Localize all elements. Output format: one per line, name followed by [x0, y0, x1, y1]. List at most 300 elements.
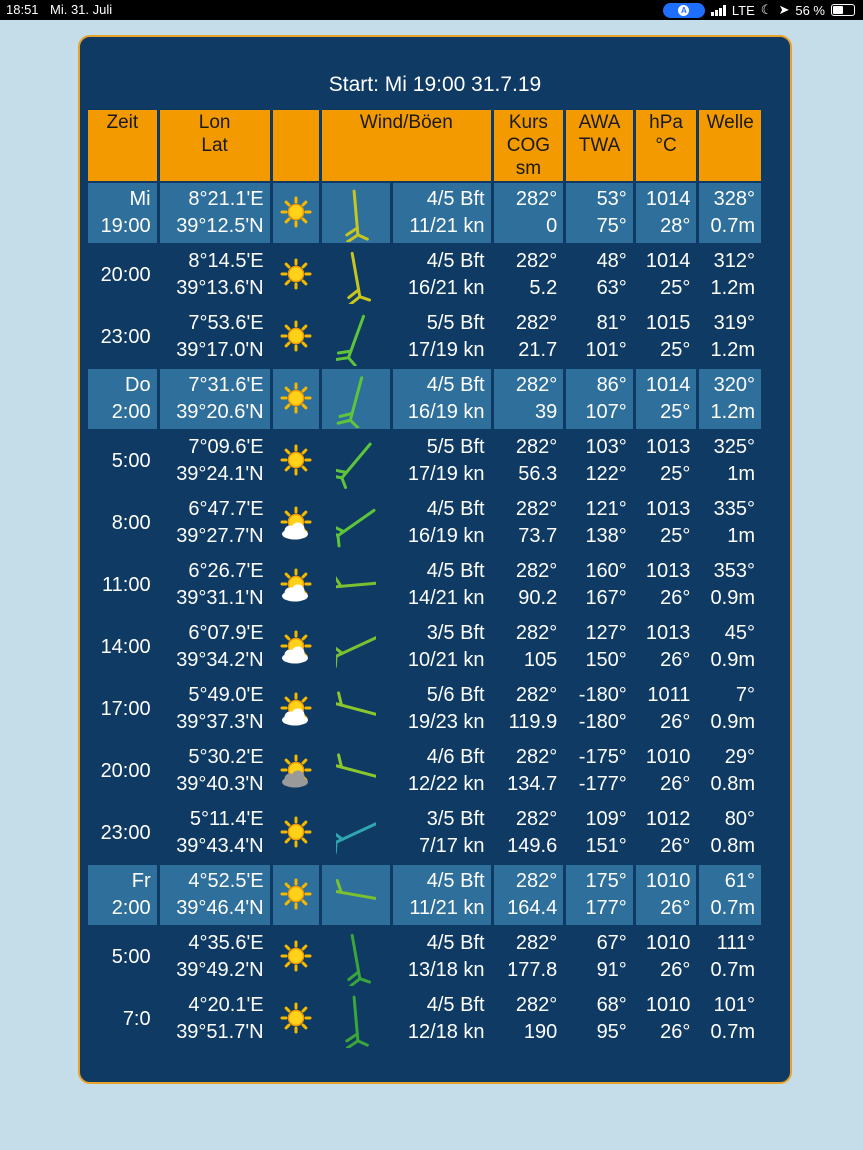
cog: 177.8	[507, 959, 558, 981]
lon: 6°47.7'E	[188, 498, 264, 520]
time-hour: 20:00	[100, 263, 151, 286]
cell-position	[160, 989, 270, 1049]
temp: 26°	[660, 773, 691, 795]
lat: 39°34.2'N	[176, 649, 264, 671]
wind-kn: 14/21 kn	[407, 587, 485, 609]
lat: 39°37.3'N	[176, 711, 264, 733]
cog: 119.9	[508, 711, 558, 733]
wind-barb-icon	[322, 183, 390, 243]
header-cog: COG	[506, 135, 551, 156]
cog: 0	[546, 215, 558, 237]
wind-kn: 11/21 kn	[409, 215, 485, 237]
time-hour: 17:00	[100, 697, 151, 720]
hpa: 1010	[645, 870, 691, 892]
cell-zeit	[88, 369, 157, 429]
sun-icon-shape	[282, 1004, 310, 1032]
welle-dir: 45°	[724, 622, 755, 644]
welle-height: 1.2m	[710, 339, 755, 361]
cell-awa-twa	[566, 989, 633, 1049]
time-hour: 2:00	[111, 897, 151, 919]
wind-barb-icon	[322, 989, 390, 1049]
cell-zeit	[88, 803, 157, 863]
welle-height: 0.7m	[710, 215, 755, 237]
cell-wind	[393, 617, 491, 677]
header-weather	[273, 110, 319, 181]
status-date: Mi. 31. Juli	[50, 2, 113, 17]
kurs: 282°	[515, 994, 558, 1016]
hpa: 1010	[645, 932, 691, 954]
wind-barb-icon	[322, 493, 390, 553]
temp: 26°	[660, 1021, 691, 1043]
welle-dir: 29°	[724, 746, 755, 768]
kurs: 282°	[515, 622, 558, 644]
cog: 164.4	[507, 897, 558, 919]
sun-icon-shape	[282, 942, 310, 970]
wind-bft: 3/5 Bft	[426, 622, 485, 644]
wind-bft: 4/5 Bft	[426, 188, 485, 210]
cell-kurs	[494, 245, 564, 305]
header-wind: Wind/Böen	[322, 110, 491, 181]
cog: 21.7	[518, 339, 558, 361]
hpa: 1014	[645, 250, 691, 272]
wind-barb-icon	[322, 245, 390, 305]
cell-kurs	[494, 555, 564, 615]
wind-barb-icon	[322, 741, 390, 801]
wind-barb-icon	[322, 617, 390, 677]
cell-hpa-temp	[636, 617, 697, 677]
time-day: Fr	[131, 870, 151, 892]
wind-bft: 4/5 Bft	[426, 374, 485, 396]
cell-welle	[699, 431, 761, 491]
wind-kn: 11/21 kn	[409, 897, 485, 919]
lon: 5°49.0'E	[188, 684, 264, 706]
lon: 5°11.4'E	[189, 808, 264, 830]
hpa: 1013	[645, 436, 691, 458]
time-day: Mi	[129, 188, 151, 210]
time-hour: 23:00	[100, 821, 151, 844]
welle-height: 1.2m	[710, 277, 755, 299]
cell-kurs	[494, 617, 564, 677]
sun-icon	[273, 183, 319, 243]
cell-position	[160, 369, 270, 429]
wind-bft: 5/6 Bft	[426, 684, 485, 706]
time-hour: 5:00	[111, 945, 151, 968]
cell-wind	[393, 741, 491, 801]
time-hour: 14:00	[100, 635, 151, 658]
wind-kn: 7/17 kn	[418, 835, 485, 857]
time-hour: 2:00	[111, 401, 151, 423]
twa: 122°	[585, 463, 627, 485]
lat: 39°20.6'N	[176, 401, 264, 423]
twa: 63°	[596, 277, 627, 299]
cell-wind	[393, 245, 491, 305]
sun-icon	[273, 989, 319, 1049]
lon: 7°31.6'E	[188, 374, 264, 396]
twa: 91°	[596, 959, 627, 981]
lat: 39°51.7'N	[176, 1021, 264, 1043]
welle-dir: 7°	[735, 684, 755, 706]
cog: 56.3	[518, 463, 558, 485]
lat: 39°40.3'N	[176, 773, 264, 795]
wind-kn: 19/23 kn	[407, 711, 485, 733]
hpa: 1013	[645, 498, 691, 520]
sun-cloud-icon	[273, 555, 319, 615]
awa: 48°	[596, 250, 627, 272]
table-row	[88, 803, 761, 863]
cell-zeit	[88, 555, 157, 615]
cell-position	[160, 245, 270, 305]
forecast-panel	[78, 35, 792, 1084]
cell-awa-twa	[566, 617, 633, 677]
cell-hpa-temp	[636, 555, 697, 615]
welle-dir: 320°	[713, 374, 755, 396]
wind-bft: 4/5 Bft	[426, 498, 485, 520]
cell-wind	[393, 927, 491, 987]
temp: 25°	[660, 463, 691, 485]
cell-awa-twa	[566, 741, 633, 801]
hpa: 1011	[647, 684, 691, 706]
cog: 5.2	[529, 277, 558, 299]
cell-zeit	[88, 741, 157, 801]
wind-kn: 13/18 kn	[407, 959, 485, 981]
time-hour: 7:0	[122, 1007, 151, 1030]
welle-height: 0.9m	[710, 649, 755, 671]
table-row	[88, 679, 761, 739]
cell-welle	[699, 927, 761, 987]
twa: 95°	[596, 1021, 627, 1043]
cell-kurs	[494, 865, 564, 925]
cell-zeit	[88, 493, 157, 553]
header-hpa-temp	[636, 110, 697, 181]
cell-wind	[393, 555, 491, 615]
cell-wind	[393, 431, 491, 491]
wind-barb-icon	[322, 927, 390, 987]
awa: 81°	[596, 312, 627, 334]
welle-height: 0.7m	[710, 959, 755, 981]
table-row	[88, 431, 761, 491]
sun-cloud-icon	[273, 493, 319, 553]
time-hour: 5:00	[111, 449, 151, 472]
cell-zeit	[88, 617, 157, 677]
kurs: 282°	[515, 250, 558, 272]
wind-bft: 4/6 Bft	[426, 746, 485, 768]
awa: 53°	[596, 188, 627, 210]
sun-icon	[273, 431, 319, 491]
cell-position	[160, 679, 270, 739]
header-awa-twa	[566, 110, 633, 181]
page-title: Start: Mi 19:00 31.7.19	[328, 73, 542, 96]
lon: 6°26.7'E	[188, 560, 264, 582]
cell-wind	[393, 989, 491, 1049]
status-time: 18:51	[6, 2, 39, 17]
sun-icon	[273, 307, 319, 367]
twa: 151°	[585, 835, 627, 857]
awa: 109°	[585, 808, 627, 830]
kurs: 282°	[515, 560, 558, 582]
welle-height: 1.2m	[710, 401, 755, 423]
header-kurs-label: Kurs	[508, 112, 548, 133]
lat: 39°12.5'N	[176, 215, 264, 237]
forecast-body	[88, 183, 761, 1049]
cell-wind	[393, 865, 491, 925]
cell-hpa-temp	[636, 245, 697, 305]
wind-kn: 10/21 kn	[407, 649, 485, 671]
cell-awa-twa	[566, 431, 633, 491]
welle-dir: 111°	[716, 932, 755, 954]
cog: 105	[523, 649, 558, 671]
cell-wind	[393, 803, 491, 863]
wind-kn: 17/19 kn	[407, 463, 485, 485]
temp: 28°	[660, 215, 691, 237]
cell-welle	[699, 803, 761, 863]
temp: 26°	[660, 897, 691, 919]
cell-awa-twa	[566, 927, 633, 987]
time-day: Do	[125, 374, 151, 396]
twa: 150°	[585, 649, 627, 671]
table-row	[88, 865, 761, 925]
cell-position	[160, 927, 270, 987]
welle-dir: 325°	[713, 436, 755, 458]
time-hour: 23:00	[100, 325, 151, 348]
cog: 73.7	[518, 525, 558, 547]
kurs: 282°	[515, 684, 558, 706]
wind-kn: 16/19 kn	[407, 525, 485, 547]
welle-dir: 312°	[713, 250, 755, 272]
cell-hpa-temp	[636, 679, 697, 739]
lat: 39°17.0'N	[176, 339, 264, 361]
header-twa: TWA	[578, 135, 621, 156]
table-row	[88, 617, 761, 677]
temp: 26°	[660, 587, 691, 609]
lat: 39°24.1'N	[176, 463, 264, 485]
table-row	[88, 493, 761, 553]
cell-wind	[393, 493, 491, 553]
sun-icon-shape	[282, 818, 310, 846]
cell-kurs	[494, 307, 564, 367]
lon: 4°52.5'E	[188, 870, 264, 892]
cell-hpa-temp	[636, 989, 697, 1049]
sun-cloud-icon	[273, 617, 319, 677]
twa: -177°	[578, 773, 627, 795]
wind-bft: 5/5 Bft	[426, 436, 485, 458]
welle-height: 0.7m	[710, 897, 755, 919]
hpa: 1014	[645, 374, 691, 396]
sun-icon	[273, 803, 319, 863]
cell-hpa-temp	[636, 803, 697, 863]
lon: 8°14.5'E	[188, 250, 264, 272]
cog: 149.6	[507, 835, 558, 857]
sun-cloud-icon	[273, 679, 319, 739]
cell-awa-twa	[566, 865, 633, 925]
status-right	[663, 2, 855, 18]
hpa: 1012	[645, 808, 691, 830]
forecast-table	[85, 108, 764, 1051]
lat: 39°13.6'N	[176, 277, 264, 299]
cell-hpa-temp	[636, 431, 697, 491]
twa: -180°	[578, 711, 627, 733]
cell-wind	[393, 307, 491, 367]
temp: 25°	[660, 401, 691, 423]
time-hour: 20:00	[100, 759, 151, 782]
table-row	[88, 245, 761, 305]
sun-icon-shape	[282, 198, 310, 226]
moon-icon: ☾	[760, 2, 773, 17]
cell-awa-twa	[566, 307, 633, 367]
location-indicator	[663, 3, 705, 18]
cell-hpa-temp	[636, 927, 697, 987]
time-hour: 19:00	[100, 215, 151, 237]
table-row	[88, 307, 761, 367]
cell-zeit	[88, 865, 157, 925]
awa: 127°	[585, 622, 627, 644]
awa: 68°	[596, 994, 627, 1016]
cell-kurs	[494, 927, 564, 987]
cell-wind	[393, 183, 491, 243]
temp: 26°	[660, 835, 691, 857]
cell-welle	[699, 307, 761, 367]
welle-dir: 80°	[724, 808, 755, 830]
kurs: 282°	[515, 808, 558, 830]
welle-height: 0.7m	[710, 1021, 755, 1043]
kurs: 282°	[515, 312, 558, 334]
cell-kurs	[494, 741, 564, 801]
cell-awa-twa	[566, 183, 633, 243]
sun-dark-cloud-icon	[273, 741, 319, 801]
cell-welle	[699, 183, 761, 243]
cog: 90.2	[518, 587, 558, 609]
temp: 26°	[660, 649, 691, 671]
wind-barb-icon	[322, 865, 390, 925]
sun-icon	[273, 865, 319, 925]
cell-welle	[699, 989, 761, 1049]
sun-icon	[273, 369, 319, 429]
wind-barb-icon	[322, 369, 390, 429]
awa: 121°	[585, 498, 627, 520]
kurs: 282°	[515, 746, 558, 768]
status-bar	[0, 0, 863, 20]
cell-hpa-temp	[636, 741, 697, 801]
welle-dir: 101°	[713, 994, 755, 1016]
time-hour: 8:00	[111, 511, 151, 534]
cell-kurs	[494, 989, 564, 1049]
welle-dir: 335°	[713, 498, 755, 520]
welle-dir: 328°	[713, 188, 755, 210]
kurs: 282°	[515, 870, 558, 892]
awa: 160°	[585, 560, 627, 582]
cell-kurs	[494, 183, 564, 243]
twa: 138°	[585, 525, 627, 547]
wind-bft: 4/5 Bft	[426, 560, 485, 582]
awa: 86°	[596, 374, 627, 396]
lat: 39°46.4'N	[176, 897, 264, 919]
wind-kn: 16/19 kn	[407, 401, 485, 423]
hpa: 1010	[645, 994, 691, 1016]
lon: 5°30.2'E	[188, 746, 264, 768]
lon: 4°35.6'E	[188, 932, 264, 954]
wind-barb-icon	[322, 307, 390, 367]
twa: 101°	[585, 339, 627, 361]
cell-kurs	[494, 679, 564, 739]
welle-height: 0.8m	[710, 835, 755, 857]
time-hour: 11:00	[102, 573, 151, 596]
cell-hpa-temp	[636, 369, 697, 429]
sun-icon-shape	[282, 446, 310, 474]
cell-hpa-temp	[636, 493, 697, 553]
kurs: 282°	[515, 498, 558, 520]
wind-kn: 17/19 kn	[407, 339, 485, 361]
wind-kn: 12/22 kn	[407, 773, 485, 795]
wind-bft: 4/5 Bft	[426, 250, 485, 272]
lat: 39°43.4'N	[176, 835, 264, 857]
cell-hpa-temp	[636, 865, 697, 925]
cell-awa-twa	[566, 803, 633, 863]
lat: 39°49.2'N	[176, 959, 264, 981]
sun-icon	[273, 245, 319, 305]
sun-icon-shape	[282, 322, 310, 350]
cell-position	[160, 183, 270, 243]
welle-height: 0.8m	[710, 773, 755, 795]
cell-welle	[699, 555, 761, 615]
kurs: 282°	[515, 436, 558, 458]
welle-dir: 319°	[713, 312, 755, 334]
kurs: 282°	[515, 932, 558, 954]
cell-zeit	[88, 307, 157, 367]
kurs: 282°	[515, 374, 558, 396]
cell-welle	[699, 245, 761, 305]
awa: 103°	[585, 436, 627, 458]
cell-zeit	[88, 245, 157, 305]
header-hpa: hPa	[649, 112, 683, 133]
wind-bft: 5/5 Bft	[426, 312, 485, 334]
cell-kurs	[494, 431, 564, 491]
sun-icon-shape	[282, 880, 310, 908]
temp: 26°	[660, 711, 691, 733]
twa: 177°	[585, 897, 627, 919]
table-row	[88, 741, 761, 801]
welle-height: 0.9m	[710, 587, 755, 609]
cell-kurs	[494, 803, 564, 863]
cog: 190	[523, 1021, 558, 1043]
navigation-arrow-icon: ➤	[778, 2, 790, 17]
cell-wind	[393, 369, 491, 429]
cell-welle	[699, 679, 761, 739]
header-awa: AWA	[578, 112, 621, 133]
table-row	[88, 369, 761, 429]
cell-kurs	[494, 493, 564, 553]
header-row	[88, 110, 761, 181]
wind-bft: 3/5 Bft	[426, 808, 485, 830]
cell-position	[160, 307, 270, 367]
header-temp: °C	[655, 135, 677, 156]
wind-kn: 12/18 kn	[407, 1021, 485, 1043]
hpa: 1013	[645, 622, 691, 644]
cell-welle	[699, 741, 761, 801]
cell-zeit	[88, 927, 157, 987]
cell-awa-twa	[566, 679, 633, 739]
hpa: 1013	[645, 560, 691, 582]
twa: 75°	[596, 215, 627, 237]
twa: 107°	[585, 401, 627, 423]
wind-barb-icon	[322, 803, 390, 863]
wind-bft: 4/5 Bft	[426, 994, 485, 1016]
cog: 134.7	[507, 773, 558, 795]
lat: 39°31.1'N	[176, 587, 264, 609]
table-row	[88, 183, 761, 243]
cell-zeit	[88, 183, 157, 243]
battery-label: 56 %	[795, 2, 825, 18]
header-kurs	[494, 110, 564, 181]
cell-position	[160, 493, 270, 553]
